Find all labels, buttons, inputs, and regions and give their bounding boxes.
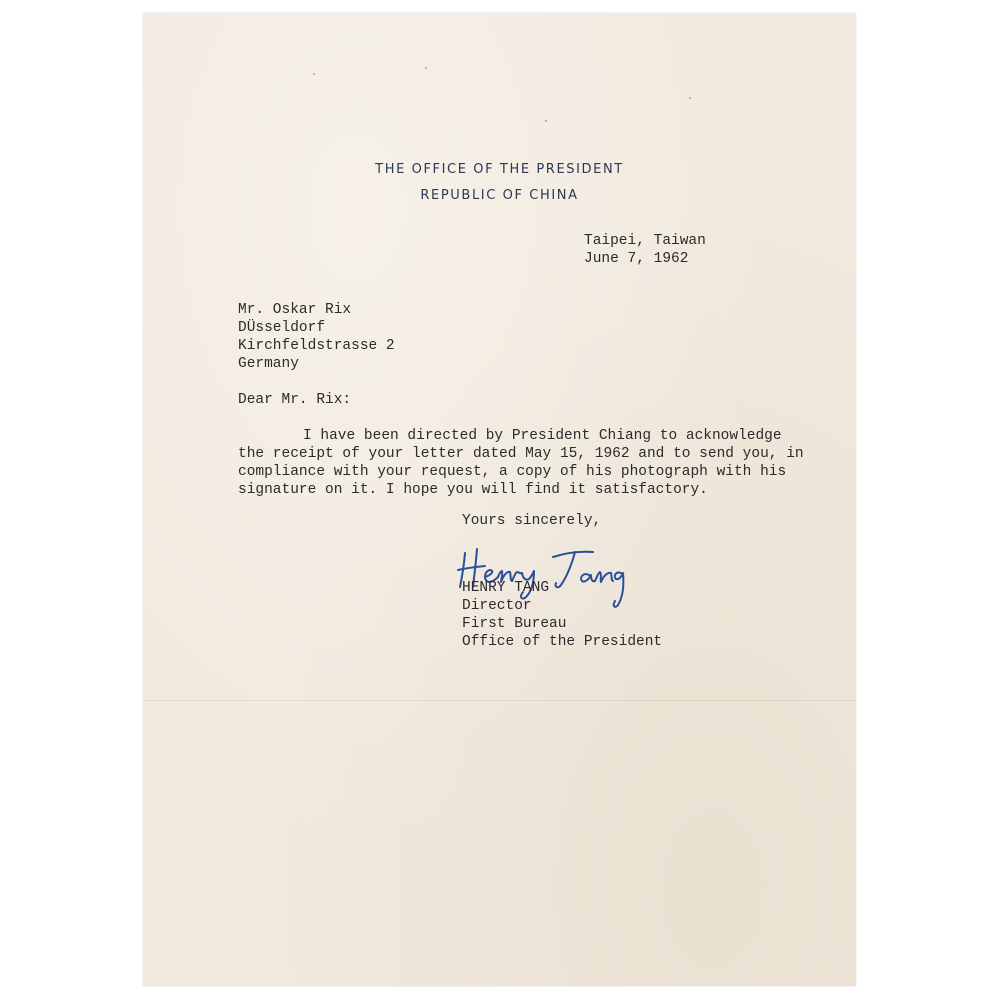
body-line: I have been directed by President Chiang to acknowledge: [303, 428, 782, 444]
dateline-date: June 7, 1962: [584, 251, 689, 267]
recipient-street: Kirchfeldstrasse 2: [238, 338, 395, 354]
signer-department: First Bureau: [462, 616, 567, 632]
salutation: Dear Mr. Rix:: [238, 392, 352, 408]
body-line: the receipt of your letter dated May 15, 1962 and to send you, in: [238, 446, 804, 462]
signer-office: Office of the President: [462, 634, 663, 650]
recipient-name: Mr. Oskar Rix: [238, 302, 352, 318]
recipient-country: Germany: [238, 356, 299, 372]
body-line: signature on it. I hope you will find it satisfactory.: [238, 482, 708, 498]
letterhead-country: REPUBLIC OF CHINA: [420, 188, 579, 203]
closing: Yours sincerely,: [462, 513, 602, 529]
paper-speck: [545, 120, 547, 122]
letter-page: [143, 13, 856, 986]
dateline-place: Taipei, Taiwan: [584, 233, 706, 249]
paper-fold-line: [143, 700, 856, 701]
letterhead-office: THE OFFICE OF THE PRESIDENT: [375, 162, 624, 177]
paper-speck: [689, 97, 691, 99]
signer-name: HENRY TANG: [462, 580, 550, 596]
recipient-city: DÜsseldorf: [238, 320, 326, 336]
signer-title: Director: [462, 598, 532, 614]
paper-speck: [313, 73, 315, 75]
paper-speck: [425, 67, 427, 69]
body-line: compliance with your request, a copy of his photograph with his: [238, 464, 787, 480]
